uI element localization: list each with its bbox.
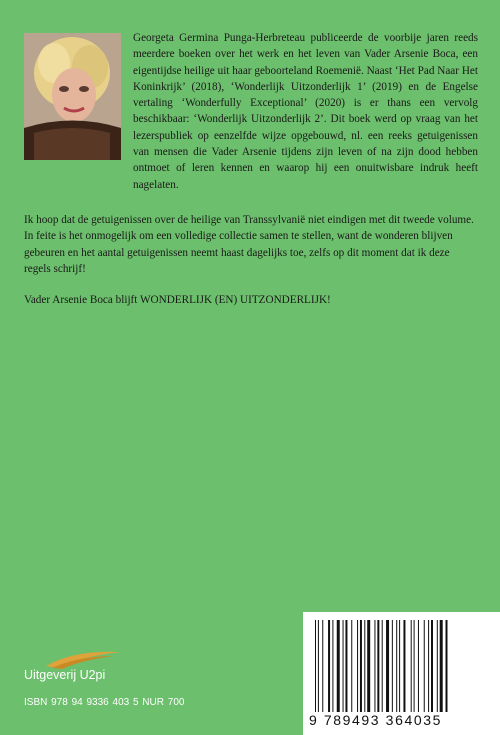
barcode-bar	[446, 620, 448, 712]
barcode-bar	[343, 620, 344, 712]
barcode	[303, 612, 500, 735]
barcode-digits: 9 789493 364035	[309, 712, 442, 728]
author-bio: Georgeta Germina Punga-Herbreteau publiceerde de voorbije jaren reeds meerdere boeken over het werk en het leven van Vader Arsenie Boca, een eigentijdse heilige uit haar geboorteland Roemenië. Naast ‘Het Pad Naar Het Koninkrijk’ (2018), ‘Wonderlijk Uitzonderlijk 1’ (2019) en de Engelse vertaling ‘Wonderfully Exceptional’ (2020) is er thans een vervolg beschikbaar: ‘Wonderlijk Uitzonderlijk 2’. Dit boek werd op vraag van het lezerspubliek op eenzelfde wijze opgebouwd, nl. een reeks getuigenissen van mensen die Vader Arsenie tijdens zijn leven of na zijn dood hebben ontmoet of leren kennen en waarop hij een onuitwisbare indruk heeft nagelaten.	[133, 32, 478, 191]
body-paragraph-2: Vader Arsenie Boca blijft WONDERLIJK (EN) UITZONDERLIJK!	[24, 294, 331, 306]
author-photo	[24, 33, 121, 160]
barcode-bar	[322, 620, 323, 712]
barcode-bar	[386, 620, 389, 712]
barcode-bar	[377, 620, 379, 712]
isbn-nur-line: ISBN 978 94 9336 403 5 NUR 700	[24, 697, 185, 708]
barcode-bar	[382, 620, 383, 712]
barcode-bar	[332, 620, 333, 712]
barcode-bar	[403, 620, 405, 712]
barcode-bar	[374, 620, 375, 712]
barcode-bar	[315, 620, 316, 712]
barcode-bar	[364, 620, 365, 712]
barcode-bar	[424, 620, 425, 712]
barcode-bar	[431, 620, 433, 712]
barcode-bar	[345, 620, 347, 712]
barcode-bar	[351, 620, 352, 712]
body-paragraph-1: Ik hoop dat de getuigenissen over de heilige van Transsylvanië niet eindigen met dit tweede volume. In feite is het onmogelijk om een volledige collectie samen te stellen, want de wonderen blijven gebeuren en het aantal getuigenissen neemt haast dagelijks toe, zelfs op dit moment dat ik deze regels schrijf!	[24, 214, 474, 275]
author-portrait-icon	[24, 33, 121, 160]
barcode-bar	[392, 620, 393, 712]
swoosh-logo-icon	[44, 648, 122, 670]
barcode-bar	[396, 620, 397, 712]
barcode-bar	[357, 620, 358, 712]
barcode-bar	[414, 620, 415, 712]
barcode-bar	[428, 620, 429, 712]
barcode-bar	[440, 620, 443, 712]
barcode-bar	[399, 620, 400, 712]
barcode-bar	[318, 620, 319, 712]
publisher-logo	[24, 648, 134, 694]
barcode-icon	[315, 620, 491, 712]
barcode-bar	[367, 620, 370, 712]
barcode-bar	[418, 620, 419, 712]
barcode-bar	[437, 620, 438, 712]
barcode-bar	[411, 620, 412, 712]
barcode-bar	[360, 620, 362, 712]
barcode-bar	[337, 620, 340, 712]
barcode-bar	[328, 620, 330, 712]
publisher-name: Uitgeverij U2pi	[24, 668, 106, 682]
